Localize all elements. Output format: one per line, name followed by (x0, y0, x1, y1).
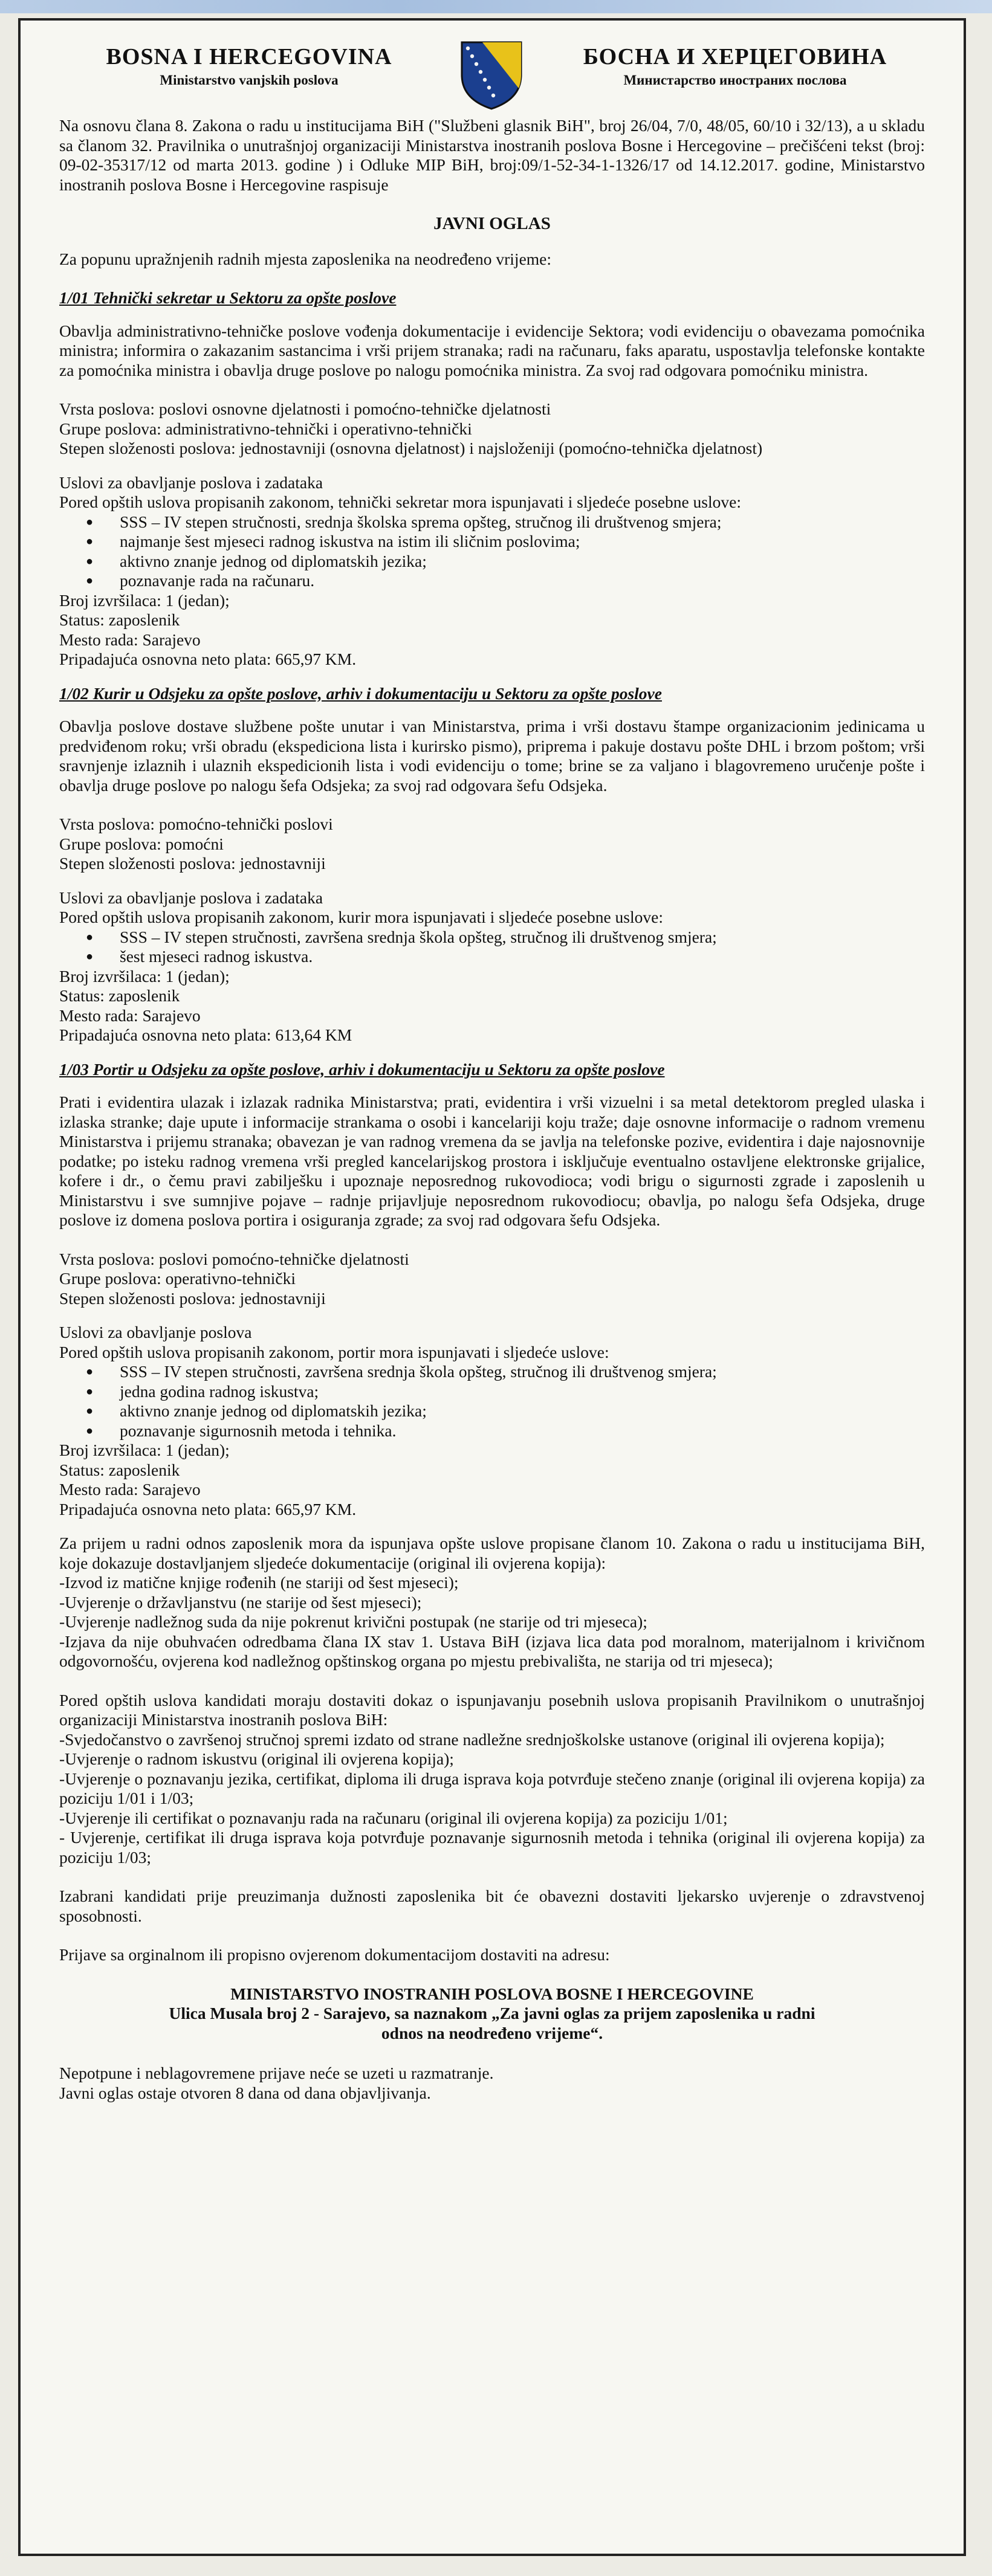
newspaper-top-band (0, 0, 992, 13)
position-heading: 1/01 Tehnički sekretar u Sektoru za opšte poslove (59, 288, 397, 307)
address-line: Ulica Musala broj 2 - Sarajevo, sa naznakom „Za javni oglas za prijem zaposlenika u radni (169, 2004, 815, 2022)
submission-note: Prijave sa orginalnom ili propisno ovjerenom dokumentacijom dostaviti na adresu: (59, 1945, 610, 1964)
notice-body (50, 116, 935, 2103)
document-item: - Uvjerenje, certifikat ili druga isprava koja potvrđuje poznavanje sigurnosnih metoda i tehnika (original ili ovjerena kopija) za poziciju 1/03; (59, 1828, 925, 1867)
lead-paragraph: Za popunu upražnjenih radnih mjesta zaposlenika na neodređeno vrijeme: (59, 249, 552, 268)
list-item: ● aktivno znanje jednog od diplomatskih jezika; (120, 1401, 925, 1421)
closing-line: Nepotpune i neblagovremene prijave neće se uzeti u razmatranje. (59, 2064, 494, 2082)
position-description: Obavlja administrativno-tehničke poslove vođenja dokumentacije i evidencije Sektora; vodi evidenciju o obavezama pomoćnika ministra; informira o zakazanim sastancima i vrši prijem stranaka; radi na računaru, faks aparatu, uspostavlja telefonske kontakte za pomoćnika ministra i obavlja druge poslove po nalogu pomoćnika ministra. Za svoj rad odgovara pomoćniku ministra. (59, 321, 925, 379)
document-item: -Svjedočanstvo o završenoj stručnoj spremi izdato od strane nadležne srednjoškolske ustanove (original ili ovjerena kopija); (59, 1729, 885, 1749)
position-type-lines (59, 399, 925, 459)
position-details (59, 967, 925, 1045)
special-docs-intro: Pored opštih uslova kandidati moraju dostaviti dokaz o ispunjavanju posebnih uslova propisanih Pravilnikom o unutrašnjoj organizaciji Ministarstva inostranih poslova BiH: (59, 1690, 925, 1729)
detail-line: Status: zaposlenik (59, 986, 180, 1005)
list-item: ● SSS – IV stepen stručnosti, završena srednja škola opšteg, stručnog ili društvenog smjera; (120, 928, 925, 947)
document-item: -Izvod iz matične knjige rođenih (ne stariji od šest mjeseci); (59, 1573, 459, 1592)
list-item: ● šest mjeseci radnog iskustva. (120, 947, 925, 967)
position-details (59, 1441, 925, 1519)
list-item: ● jedna godina radnog iskustva; (120, 1382, 925, 1402)
detail-line: Pripadajuća osnovna neto plata: 665,97 KM. (59, 650, 357, 668)
conditions-intro: Pored opštih uslova propisanih zakonom, portir mora ispunjavati i sljedeće uslove: (59, 1342, 609, 1361)
intro-paragraph: Na osnovu člana 8. Zakona o radu u institucijama BiH ("Službeni glasnik BiH", broj 26/04, 7/0, 48/05, 60/10 i 32/13), a u skladu sa članom 32. Pravilnika o unutrašnjoj organizaciji Ministarstva inostranih poslova Bosne i Hercegovine – prečišćeni tekst (broj: 09-02-35317/12 od marta 2013. godine ) i Odluke MIP BiH, broj:09/1-52-34-1-1326/17 od 14.12.2017. godine, Ministarstvo inostranih poslova Bosne i Hercegovine raspisuje (59, 116, 925, 194)
detail-line: Mesto rada: Sarajevo (59, 630, 201, 649)
country-name-cyrillic: БОСНА И ХЕРЦЕГОВИНА (583, 44, 887, 69)
list-item: ● poznavanje rada na računaru. (120, 571, 925, 591)
document-item: -Uvjerenje ili certifikat o poznavanju rada na računaru (original ili ovjerena kopija) za poziciju 1/01; (59, 1808, 728, 1827)
list-item: ● SSS – IV stepen stručnosti, srednja školska sprema opšteg, stručnog ili društvenog smjera; (120, 512, 925, 532)
position-conditions (59, 888, 925, 928)
general-documents (59, 1534, 925, 1671)
position-details (59, 591, 925, 670)
detail-line: Pripadajuća osnovna neto plata: 613,64 KM (59, 1025, 352, 1044)
position-conditions (59, 473, 925, 512)
detail-line: Broj izvršilaca: 1 (jedan); (59, 590, 230, 610)
document-item: -Uvjerenje o radnom iskustvu (original ili ovjerena kopija); (59, 1749, 454, 1768)
conditions-intro: Pored opštih uslova propisanih zakonom, kurir mora ispunjavati i sljedeće posebne uslove: (59, 908, 663, 926)
type-line: Stepen složenosti poslova: jednostavniji (59, 1288, 326, 1308)
medical-note: Izabrani kandidati prije preuzimanja dužnosti zaposlenika bit će obavezni dostaviti ljekarsko uvjerenje o zdravstvenoj sposobnosti. (59, 1887, 925, 1925)
document-item: -Uvjerenje o državljanstvu (ne starije od šest mjeseci); (59, 1592, 422, 1612)
detail-line: Pripadajuća osnovna neto plata: 665,97 KM. (59, 1499, 357, 1519)
conditions-list (59, 512, 925, 591)
position-1-03 (59, 1060, 925, 1520)
document-item: -Uvjerenje nadležnog suda da nije pokrenut krivični postupak (ne starije od tri mjeseca); (59, 1612, 647, 1631)
conditions-list (59, 1362, 925, 1441)
conditions-intro: Pored opštih uslova propisanih zakonom, tehnički sekretar mora ispunjavati i sljedeće posebne uslove: (59, 492, 741, 511)
position-description: Prati i evidentira ulazak i izlazak radnika Ministarstva; prati, evidentira i vrši vizuelni i sa metal detektorom pregled ulaska i izlaska stranke; daje upute i informacije strankama o osobi i kancelariji koju traže; daje osnovne informacije o radnom vremenu Ministarstva i prijemu stranaka; obavezan je van radnog vremena da se javlja na telefonske pozive, evidentira i daje najosnovnije podatke; po isteku radnog vremena vrši pregled kancelarijskog prostora i isključuje eventualno ostavljene elektronske grijalice, kofere i dr., o čemu pravi zabilješku i upoznaje neposrednog rukovodioca; vodi brigu o sigurnosti zgrade i zaposlenih u Ministarstvu i sve sumnjive pojave – radnje prijavljuje neposrednom rukovodiocu; obavlja, po nalogu šefa Odsjeka, druge poslove iz domena poslova portira i osiguranja zgrade; za svoj rad odgovara šefu Odsjeka. (59, 1093, 925, 1229)
conditions-list (59, 928, 925, 967)
type-line: Vrsta poslova: pomoćno-tehnički poslovi (59, 815, 333, 833)
header-latin (62, 44, 436, 88)
list-item: ● SSS – IV stepen stručnosti, završena srednja škola opšteg, stručnog ili društvenog smjera; (120, 1362, 925, 1382)
submission-address (59, 1984, 925, 2044)
position-description: Obavlja poslove dostave službene pošte unutar i van Ministarstva, prima i vrši dostavu štampe organizacionim jedinicama u predviđenom roku; vrši obradu (ekspediciona lista i kurirsko pismo), priprema i pakuje dostavu pošte DHL i brzom poštom; vrši sravnjenje izlaznih i ulaznih ekspedicionih lista i vodi evidenciju o tome; brine se za valjano i blagovremeno uručenje pošte i obavlja druge poslove po nalogu šefa Odsjeka; za svoj rad odgovara šefu Odsjeka. (59, 717, 925, 795)
type-line: Stepen složenosti poslova: jednostavniji (osnovna djelatnost) i najsloženiji (pomoćno-tehnička djelatnost) (59, 439, 763, 457)
general-docs-intro: Za prijem u radni odnos zaposlenik mora da ispunjava opšte uslove propisane članom 10. Zakona o radu u institucijama BiH, koje dokazuje dostavljanjem sljedeće dokumentacije (original ili ovjerena kopija): (59, 1534, 925, 1572)
position-heading: 1/03 Portir u Odsjeku za opšte poslove, arhiv i dokumentaciju u Sektoru za opšte poslove (59, 1059, 665, 1079)
ministry-name-cyrillic: Министарство иностраних послова (623, 73, 847, 88)
conditions-title: Uslovi za obavljanje poslova i zadataka (59, 473, 323, 492)
type-line: Stepen složenosti poslova: jednostavniji (59, 854, 326, 873)
detail-line: Broj izvršilaca: 1 (jedan); (59, 966, 230, 986)
type-line: Grupe poslova: operativno-tehnički (59, 1269, 296, 1288)
notice-header (50, 44, 935, 116)
closing-line: Javni oglas ostaje otvoren 8 dana od dana objavljivanja. (59, 2083, 431, 2102)
position-1-02 (59, 684, 925, 1045)
list-item: ● najmanje šest mjeseci radnog iskustva na istim ili sličnim poslovima; (120, 532, 925, 552)
notice-title: JAVNI OGLAS (433, 214, 551, 233)
public-notice (18, 18, 966, 2556)
conditions-title: Uslovi za obavljanje poslova i zadataka (59, 888, 323, 907)
ministry-name-latin: Ministarstvo vanjskih poslova (160, 73, 339, 88)
type-line: Vrsta poslova: poslovi osnovne djelatnosti i pomoćno-tehničke djelatnosti (59, 399, 551, 418)
detail-line: Mesto rada: Sarajevo (59, 1480, 201, 1499)
address-line: MINISTARSTVO INOSTRANIH POSLOVA BOSNE I HERCEGOVINE (230, 1984, 754, 2003)
header-cyrillic (548, 44, 922, 88)
position-type-lines (59, 1250, 925, 1309)
detail-line: Status: zaposlenik (59, 1460, 180, 1479)
detail-line: Mesto rada: Sarajevo (59, 1006, 201, 1025)
detail-line: Broj izvršilaca: 1 (jedan); (59, 1441, 230, 1459)
type-line: Vrsta poslova: poslovi pomoćno-tehničke djelatnosti (59, 1249, 409, 1268)
document-item: -Izjava da nije obuhvaćen odredbama člana IX stav 1. Ustava BiH (izjava lica data pod moralnom, materijalnom i krivičnom odgovornošću, ovjerena kod nadležnog opštinskog organa po mjestu prebivališta, ne starija od tri mjeseca); (59, 1632, 925, 1670)
list-item: ● poznavanje sigurnosnih metoda i tehnika. (120, 1421, 925, 1441)
conditions-title: Uslovi za obavljanje poslova (59, 1323, 252, 1341)
type-line: Grupe poslova: pomoćni (59, 834, 224, 853)
position-type-lines (59, 815, 925, 874)
position-1-01 (59, 288, 925, 670)
document-item: -Uvjerenje o poznavanju jezika, certifikat, diploma ili druga isprava koja potvrđuje stečeno znanje (original ili ovjerena kopija) za poziciju 1/01 i 1/03; (59, 1769, 925, 1807)
list-item: ● aktivno znanje jednog od diplomatskih jezika; (120, 552, 925, 572)
country-name-latin: BOSNA I HERCEGOVINA (106, 44, 392, 69)
address-line: odnos na neodređeno vrijeme“. (381, 2023, 603, 2042)
position-conditions (59, 1323, 925, 1362)
type-line: Grupe poslova: administrativno-tehnički i operativno-tehnički (59, 419, 472, 438)
coat-of-arms-icon (458, 40, 525, 111)
detail-line: Status: zaposlenik (59, 610, 180, 629)
position-heading: 1/02 Kurir u Odsjeku za opšte poslove, arhiv i dokumentaciju u Sektoru za opšte poslove (59, 683, 662, 703)
closing-notes (59, 2064, 925, 2103)
special-documents (59, 1691, 925, 1868)
